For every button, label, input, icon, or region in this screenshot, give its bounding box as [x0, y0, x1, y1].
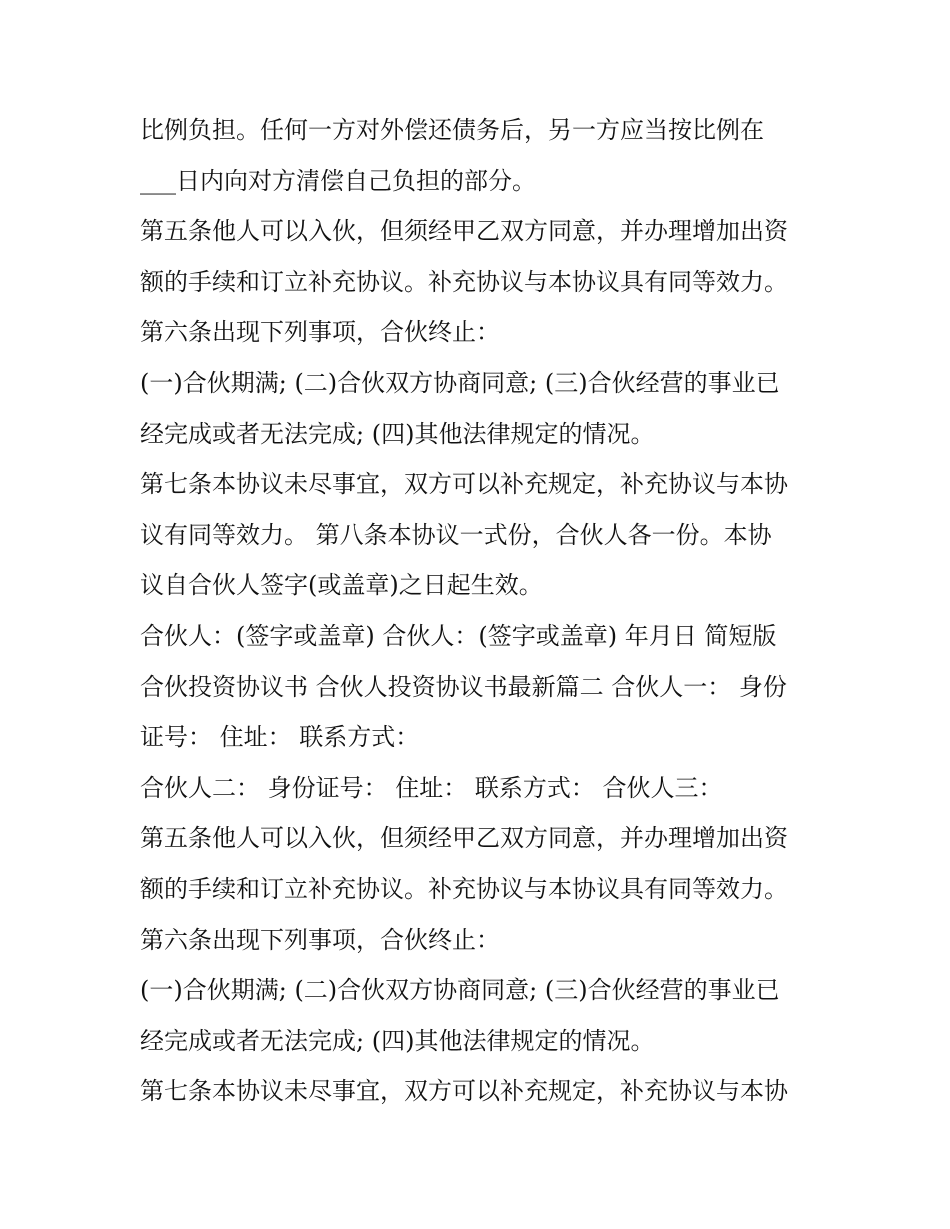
text-line: 经完成或者无法完成; (四)其他法律规定的情况。 [140, 1026, 655, 1055]
text-line: 第六条出现下列事项，合伙终止： [140, 318, 500, 347]
text-line: 经完成或者无法完成; (四)其他法律规定的情况。 [140, 419, 655, 448]
text-line: 第七条本协议未尽事宜，双方可以补充规定，补充协议与本协 [140, 1077, 788, 1106]
text-line: 证号： 住址： 联系方式： [140, 723, 420, 752]
text-line: 合伙人二： 身份证号： 住址： 联系方式： 合伙人三： [140, 773, 723, 802]
document-body [140, 105, 820, 1117]
text-line: (一)合伙期满; (二)合伙双方协商同意; (三)合伙经营的事业已 [140, 976, 780, 1005]
text-line: 额的手续和订立补充协议。补充协议与本协议具有同等效力。 [140, 874, 788, 903]
text-line: 合伙投资协议书 合伙人投资协议书最新篇二 合伙人一： 身份 [140, 672, 787, 701]
text-line: (一)合伙期满; (二)合伙双方协商同意; (三)合伙经营的事业已 [140, 368, 780, 397]
text-line: 第七条本协议未尽事宜，双方可以补充规定，补充协议与本协 [140, 470, 788, 499]
text-line: 议自合伙人签字(或盖章)之日起生效。 [140, 571, 543, 600]
text-line: 议有同等效力。 第八条本协议一式份，合伙人各一份。本协 [140, 520, 772, 549]
text-line: 第六条出现下列事项，合伙终止： [140, 925, 500, 954]
text-line: 额的手续和订立补充协议。补充协议与本协议具有同等效力。 [140, 267, 788, 296]
text-line: ___日内向对方清偿自己负担的部分。 [140, 166, 536, 195]
text-line: 合伙人：(签字或盖章) 合伙人：(签字或盖章) 年月日 简短版 [140, 621, 777, 650]
text-line: 第五条他人可以入伙，但须经甲乙双方同意，并办理增加出资 [140, 217, 788, 246]
text-line: 第五条他人可以入伙，但须经甲乙双方同意，并办理增加出资 [140, 824, 788, 853]
text-line: 比例负担。任何一方对外偿还债务后，另一方应当按比例在 [140, 116, 764, 144]
